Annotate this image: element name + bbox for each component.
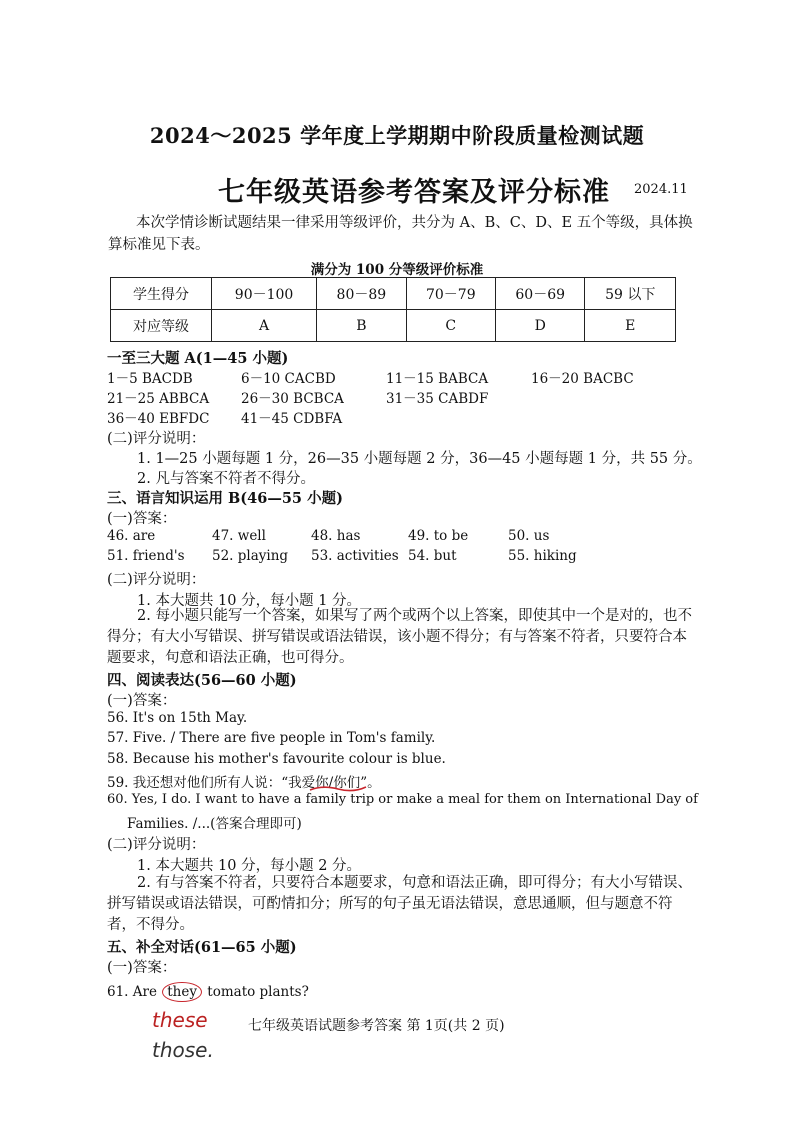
answer-56: 56. It's on 15th May. [107,710,248,726]
answer-59: 59. 我还想对他们所有人说：“我爱你/你们”。 [107,775,381,791]
score-cell: 90－100 [212,278,317,310]
score-cell: 59 以下 [585,278,676,310]
score-cell: 70－79 [406,278,495,310]
circled-word: they [162,982,202,1002]
scoring-note: 1. 本大题共 10 分，每小题 2 分。 [137,858,362,874]
scoring-notes-heading: (二)评分说明： [107,572,206,588]
answer-item: 49. to be [408,528,469,544]
answer-item: 54. but [408,548,457,564]
section5-heading: 五、补全对话(61—65 小题) [107,939,297,956]
answer-group: 21－25 ABBCA [107,391,210,407]
grade-cell: E [585,310,676,342]
handwritten-correction: those. [152,1038,214,1062]
grade-cell: C [406,310,495,342]
answer-group: 6－10 CACBD [241,371,336,387]
score-cell: 80－89 [317,278,406,310]
scoring-notes-heading: (二)评分说明： [107,431,206,447]
grade-row-label: 对应等级 [111,310,212,342]
grade-cell: B [317,310,406,342]
answers-heading: (一)答案： [107,511,177,527]
score-row [111,278,676,310]
grade-table-caption: 满分为 100 分等级评价标准 [310,262,484,278]
answer-item: 53. activities [311,548,399,564]
answer-60-continued: Families. /...(答案合理即可) [127,816,302,832]
scoring-notes-heading: (二)评分说明： [107,837,206,853]
answer-item: 47. well [212,528,266,544]
answer-group: 26－30 BCBCA [241,391,344,407]
answer-item: 50. us [508,528,550,544]
score-cell: 60－69 [496,278,585,310]
section1-heading: 一至三大题 A(1—45 小题) [107,350,289,367]
scoring-note: 2. 每小题只能写一个答案，如果写了两个或两个以上答案，即使其中一个是对的，也不得分；有大小写错误、拼写错误或语法错误，该小题不得分；有与答案不符者，只要符合本题要求，句意和语法正确，也可得分。 [107,608,692,666]
answer-group: 11－15 BABCA [386,371,489,387]
score-row-label: 学生得分 [111,278,212,310]
answer-item: 51. friend's [107,548,185,564]
answer-61-prefix: 61. Are [107,984,157,1000]
answer-item: 46. are [107,528,156,544]
answer-group: 1－5 BACDB [107,371,193,387]
answer-group: 41－45 CDBFA [241,411,343,427]
answer-group: 31－35 CABDF [386,391,489,407]
section4-heading: 四、阅读表达(56—60 小题) [107,672,297,689]
scoring-note: 2. 凡与答案不符者不得分。 [137,471,315,487]
exam-title: 2024～2025 学年度上学期期中阶段质量检测试题 [149,123,645,148]
answer-61 [107,982,309,1002]
document-subtitle: 七年级英语参考答案及评分标准 [218,177,610,208]
answer-group: 36－40 EBFDC [107,411,210,427]
grade-cell: A [212,310,317,342]
scoring-note: 1. 本大题共 10 分，每小题 1 分。 [137,593,362,609]
grade-cell: D [496,310,585,342]
intro-paragraph: 本次学情诊断试题结果一律采用等级评价，共分为 A、B、C、D、E 五个等级，具体换算标准见下表。 [108,215,693,253]
section3-heading: 三、语言知识运用 B(46—55 小题) [107,490,343,507]
answer-60: 60. Yes, I do. I want to have a family trip or make a meal for them on International Day of [107,792,698,807]
answer-61-suffix: tomato plants? [207,984,309,1000]
document-date: 2024.11 [634,182,688,197]
answer-58: 58. Because his mother's favourite colour is blue. [107,751,446,767]
answer-item: 52. playing [212,548,289,564]
answer-group: 16－20 BACBC [531,371,634,387]
answer-item: 48. has [311,528,361,544]
scoring-note: 2. 有与答案不符者，只要符合本题要求，句意和语法正确，即可得分；有大小写错误、拼写错误或语法错误，可酌情扣分；所写的句子虽无语法错误，意思通顺，但与题意不符者，不得分。 [107,875,692,933]
answers-heading: (一)答案： [107,693,177,709]
handwritten-correction: these [152,1008,208,1032]
grade-row [111,310,676,342]
answer-57: 57. Five. / There are five people in Tom's family. [107,730,436,746]
answers-heading: (一)答案： [107,960,177,976]
scoring-note: 1. 1—25 小题每题 1 分，26—35 小题每题 2 分，36—45 小题每题 1 分，共 55 分。 [137,451,702,467]
answer-item: 55. hiking [508,548,577,564]
grade-table [110,277,676,342]
page-footer: 七年级英语试题参考答案 第 1页(共 2 页) [248,1018,505,1034]
